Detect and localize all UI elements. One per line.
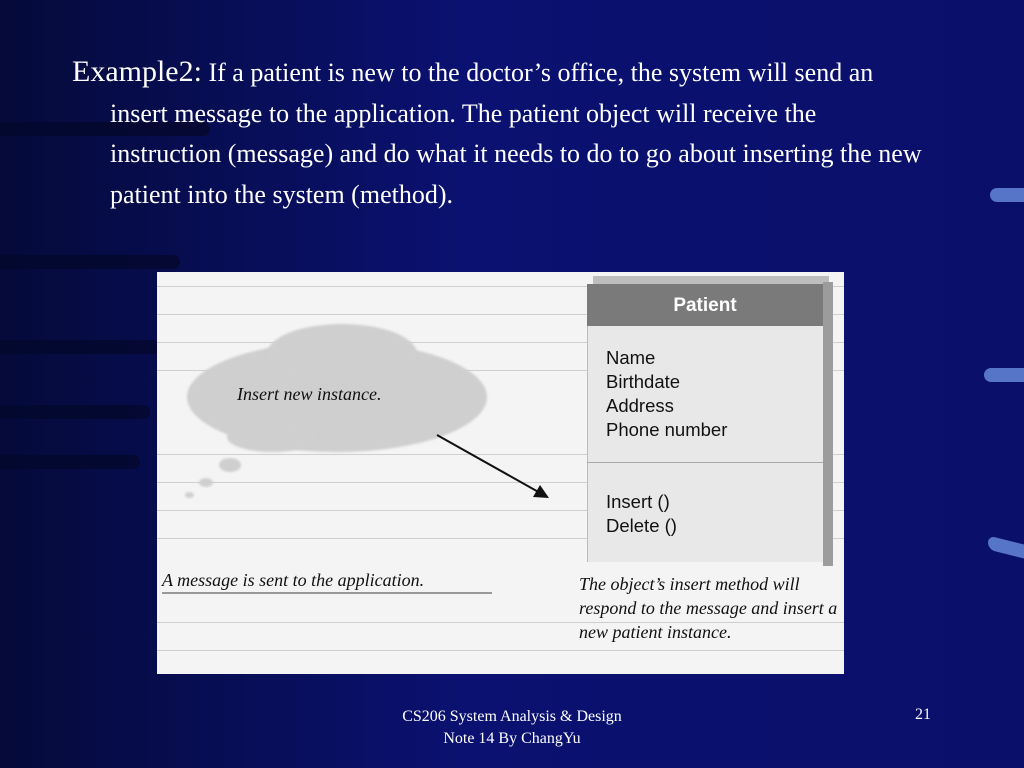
class-box-side [823, 282, 833, 566]
example-description: If a patient is new to the doctor’s office, the system will send an insert message to the application. The patient object will receive the instruction (message) and do what it needs to do to go about inserting the new patient into the system (method). [110, 58, 922, 209]
slide-number: 21 [915, 706, 931, 723]
class-box-top [593, 276, 829, 284]
patient-object-figure [157, 272, 844, 674]
footer-author: Note 14 By ChangYu [443, 730, 581, 747]
background-stripe [0, 455, 140, 469]
attribute-item: Phone number [606, 419, 728, 440]
footer [0, 706, 1024, 750]
class-name: Patient [587, 284, 823, 326]
caption-underline [162, 592, 492, 594]
class-methods [606, 490, 677, 538]
example-label: Example2: [72, 55, 202, 88]
attribute-item: Name [606, 347, 656, 368]
footer-course: CS206 System Analysis & Design [402, 708, 622, 725]
background-stripe [0, 255, 180, 269]
background-stripe [0, 405, 150, 419]
attribute-item: Address [606, 395, 674, 416]
method-caption: The object’s insert method will respond to the message and insert a new patient instance. [579, 574, 838, 642]
background-accent [988, 536, 1024, 559]
attribute-item: Birthdate [606, 371, 681, 392]
class-divider [587, 462, 823, 463]
background-accent [990, 188, 1024, 202]
method-item: Insert () [606, 491, 670, 512]
class-attributes [606, 346, 727, 442]
background-accent [984, 368, 1024, 382]
background-stripe [0, 340, 160, 354]
thought-text: Insert new instance. [237, 384, 382, 404]
message-caption: A message is sent to the application. [162, 570, 425, 590]
slide-body [72, 52, 932, 215]
method-item: Delete () [606, 515, 677, 536]
